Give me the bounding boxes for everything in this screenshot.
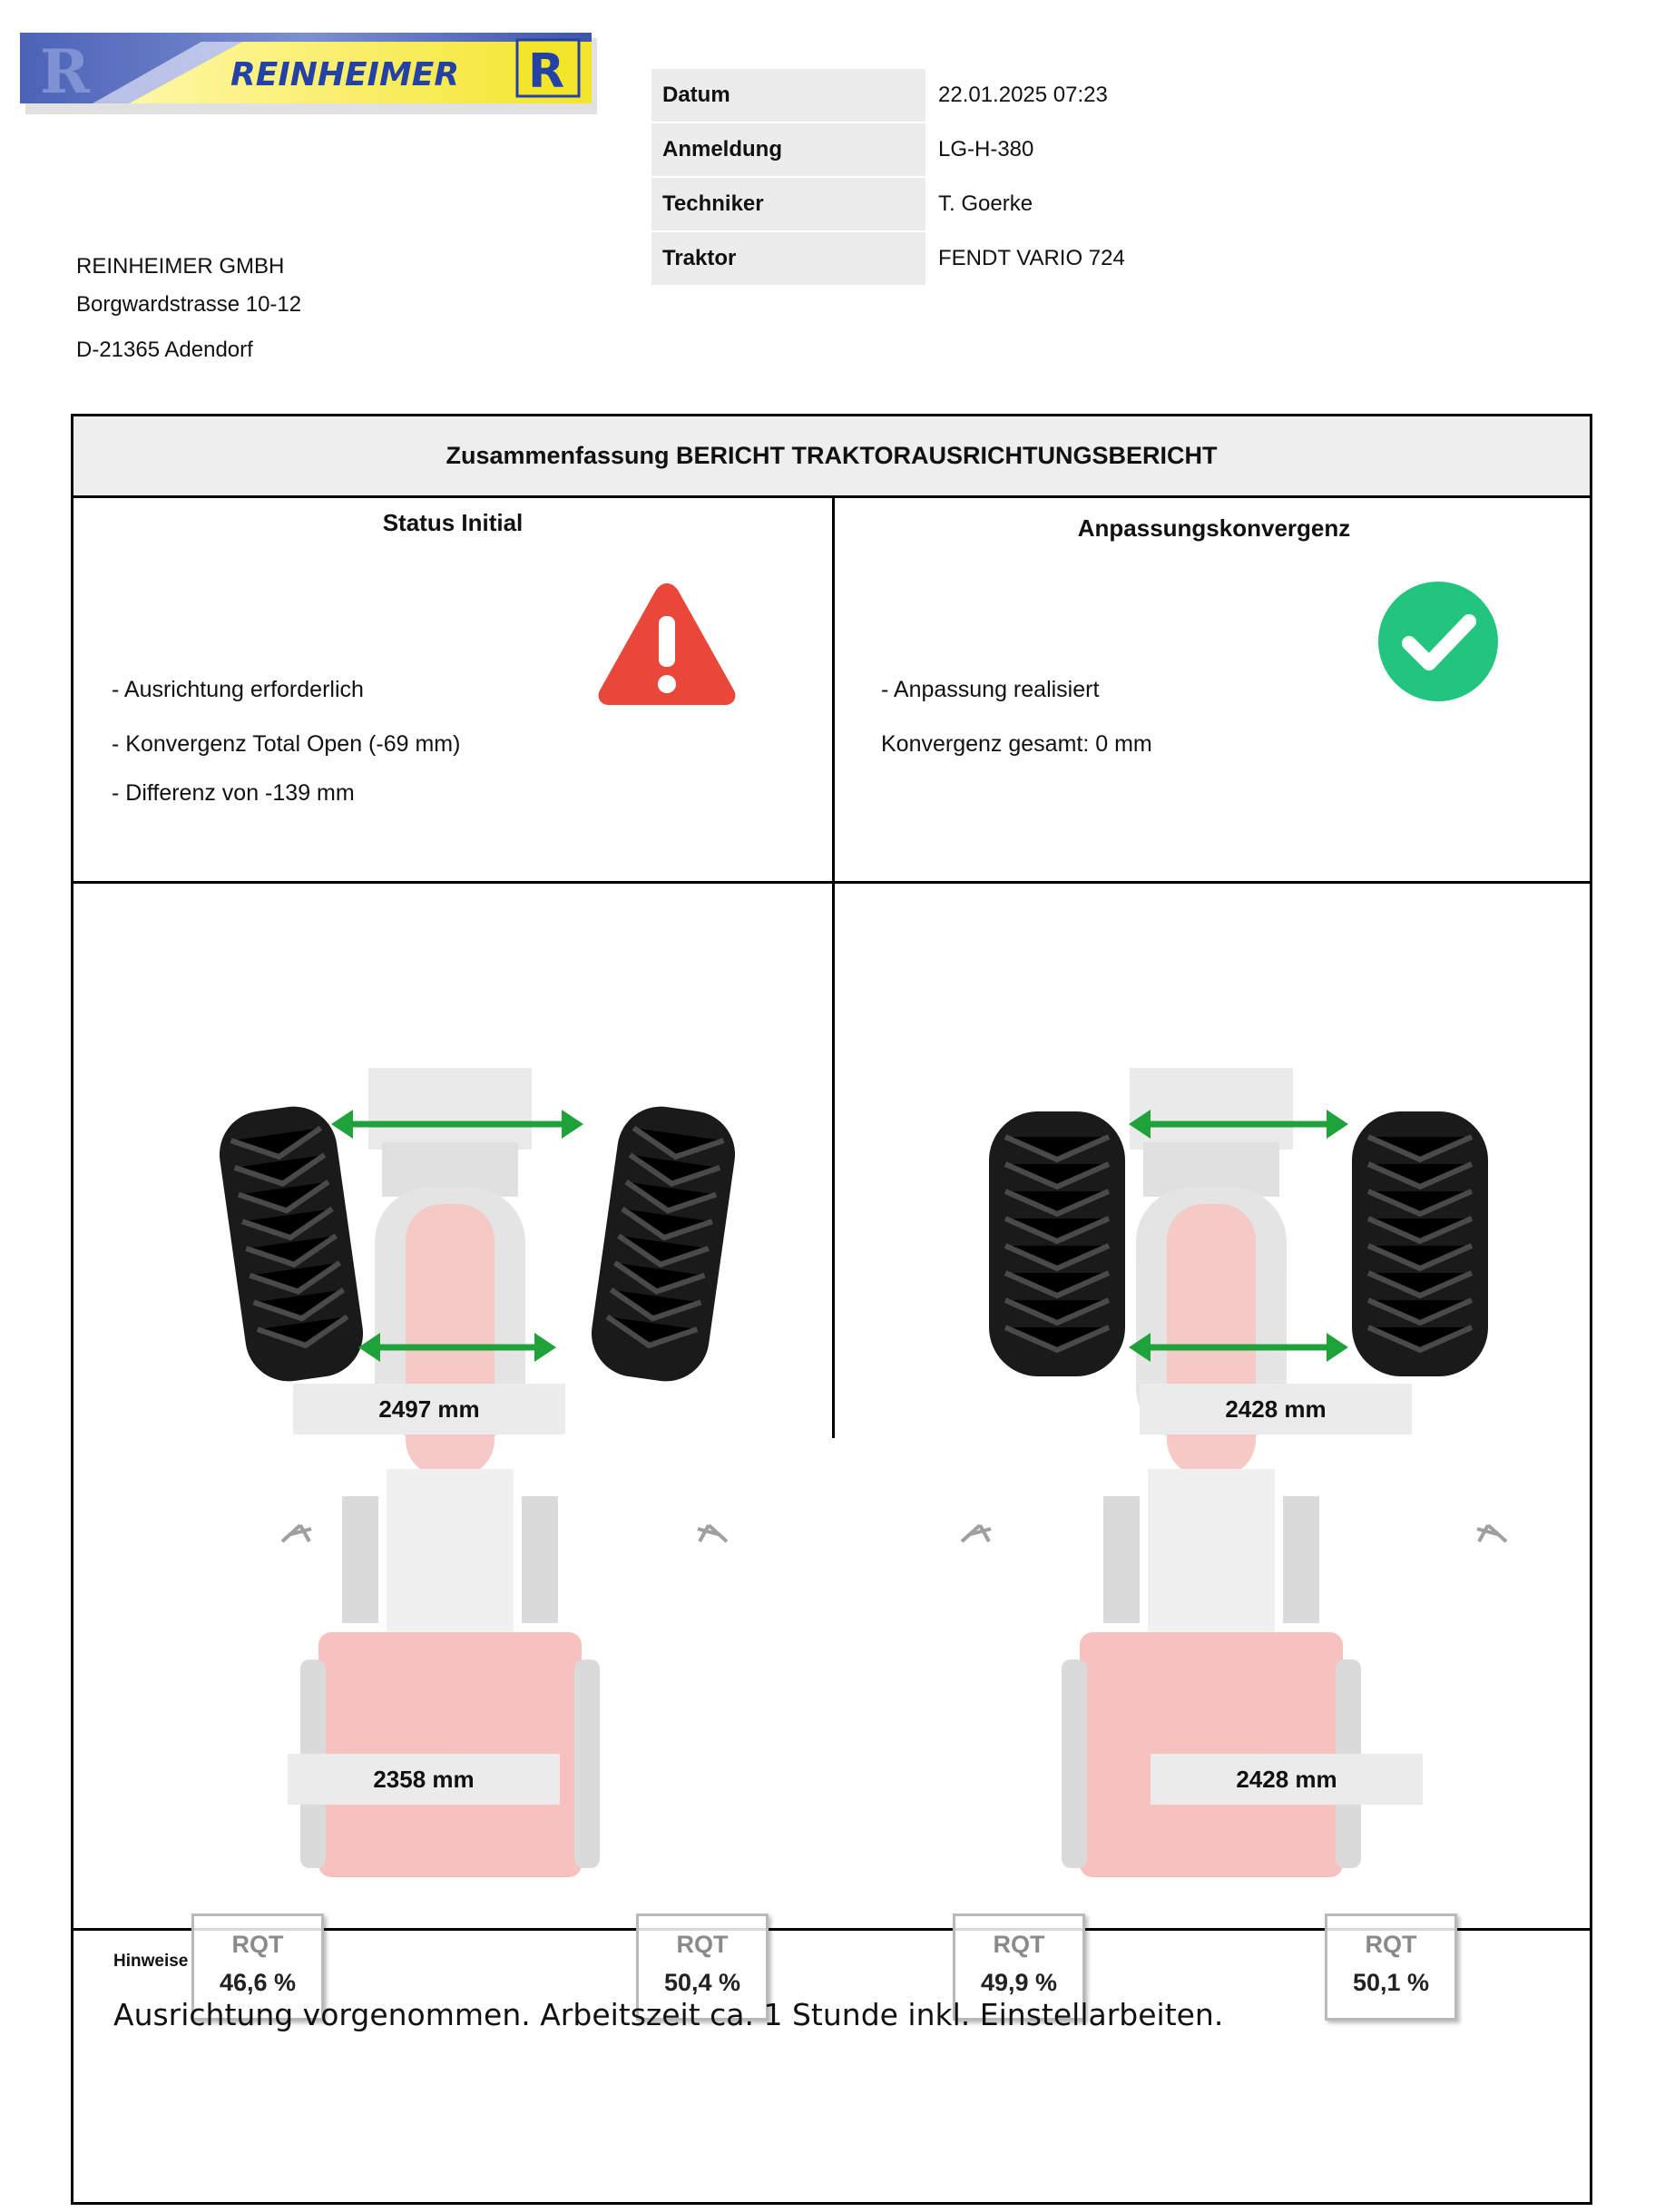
meta-value: FENDT VARIO 724 bbox=[938, 246, 1125, 270]
meta-row-registration bbox=[651, 123, 1214, 178]
rqt-value: 46,6 % bbox=[219, 1969, 297, 1996]
row-divider bbox=[73, 881, 1590, 884]
warning-icon bbox=[594, 578, 739, 713]
diagram-after bbox=[925, 961, 1561, 1996]
meta-row-technician bbox=[651, 178, 1214, 232]
notes-title: Hinweise bbox=[113, 1952, 189, 1971]
checkmark-icon bbox=[1376, 580, 1500, 708]
meta-value: 22.01.2025 07:23 bbox=[938, 83, 1108, 107]
meta-label: Techniker bbox=[651, 178, 925, 230]
meta-label: Anmeldung bbox=[651, 123, 925, 176]
rqt-value: 50,4 % bbox=[663, 1969, 741, 1996]
rqt-label: RQT bbox=[993, 1931, 1045, 1958]
company-street: Borgwardstrasse 10-12 bbox=[76, 292, 302, 317]
column-divider bbox=[832, 498, 835, 1438]
status-initial-title: Status Initial bbox=[382, 509, 524, 536]
rear-width-label: 2358 mm bbox=[288, 1754, 560, 1805]
meta-value: T. Goerke bbox=[938, 191, 1033, 216]
rqt-right-box bbox=[1325, 1913, 1457, 2021]
status-initial-line: - Ausrichtung erforderlich bbox=[112, 677, 364, 702]
svg-text:R: R bbox=[40, 36, 90, 107]
front-width-label: 2497 mm bbox=[293, 1384, 565, 1434]
rear-width-label: 2428 mm bbox=[1151, 1754, 1423, 1805]
rqt-label: RQT bbox=[231, 1931, 284, 1958]
meta-label: Datum bbox=[651, 69, 925, 122]
company-name: REINHEIMER GMBH bbox=[76, 254, 285, 279]
meta-value: LG-H-380 bbox=[938, 137, 1034, 161]
company-city: D-21365 Adendorf bbox=[76, 338, 253, 362]
diagram-before bbox=[164, 961, 799, 1996]
status-adjusted-line: Konvergenz gesamt: 0 mm bbox=[881, 731, 1152, 757]
rqt-label: RQT bbox=[1365, 1931, 1417, 1958]
company-logo bbox=[20, 31, 601, 118]
status-initial-line: - Differenz von -139 mm bbox=[112, 780, 355, 806]
meta-table bbox=[651, 69, 1214, 287]
status-adjusted-title: Anpassungskonvergenz bbox=[1077, 514, 1351, 542]
meta-row-tractor bbox=[651, 232, 1214, 287]
report-frame bbox=[71, 414, 1592, 2205]
logo-mark: R bbox=[528, 44, 565, 99]
meta-label: Traktor bbox=[651, 232, 925, 285]
status-initial-line: - Konvergenz Total Open (-69 mm) bbox=[112, 731, 461, 757]
status-adjusted-line: - Anpassung realisiert bbox=[881, 677, 1100, 702]
meta-row-date bbox=[651, 69, 1214, 123]
front-width-label: 2428 mm bbox=[1140, 1384, 1412, 1434]
notes-text: Ausrichtung vorgenommen. Arbeitszeit ca. 1 Stunde inkl. Einstellarbeiten. bbox=[113, 1997, 1224, 2032]
logo-text: REINHEIMER bbox=[230, 56, 460, 93]
rqt-value: 49,9 % bbox=[980, 1969, 1058, 1996]
report-title: Zusammenfassung BERICHT TRAKTORAUSRICHTUNGSBERICHT bbox=[73, 416, 1590, 498]
rqt-value: 50,1 % bbox=[1352, 1969, 1430, 1996]
rqt-label: RQT bbox=[676, 1931, 729, 1958]
